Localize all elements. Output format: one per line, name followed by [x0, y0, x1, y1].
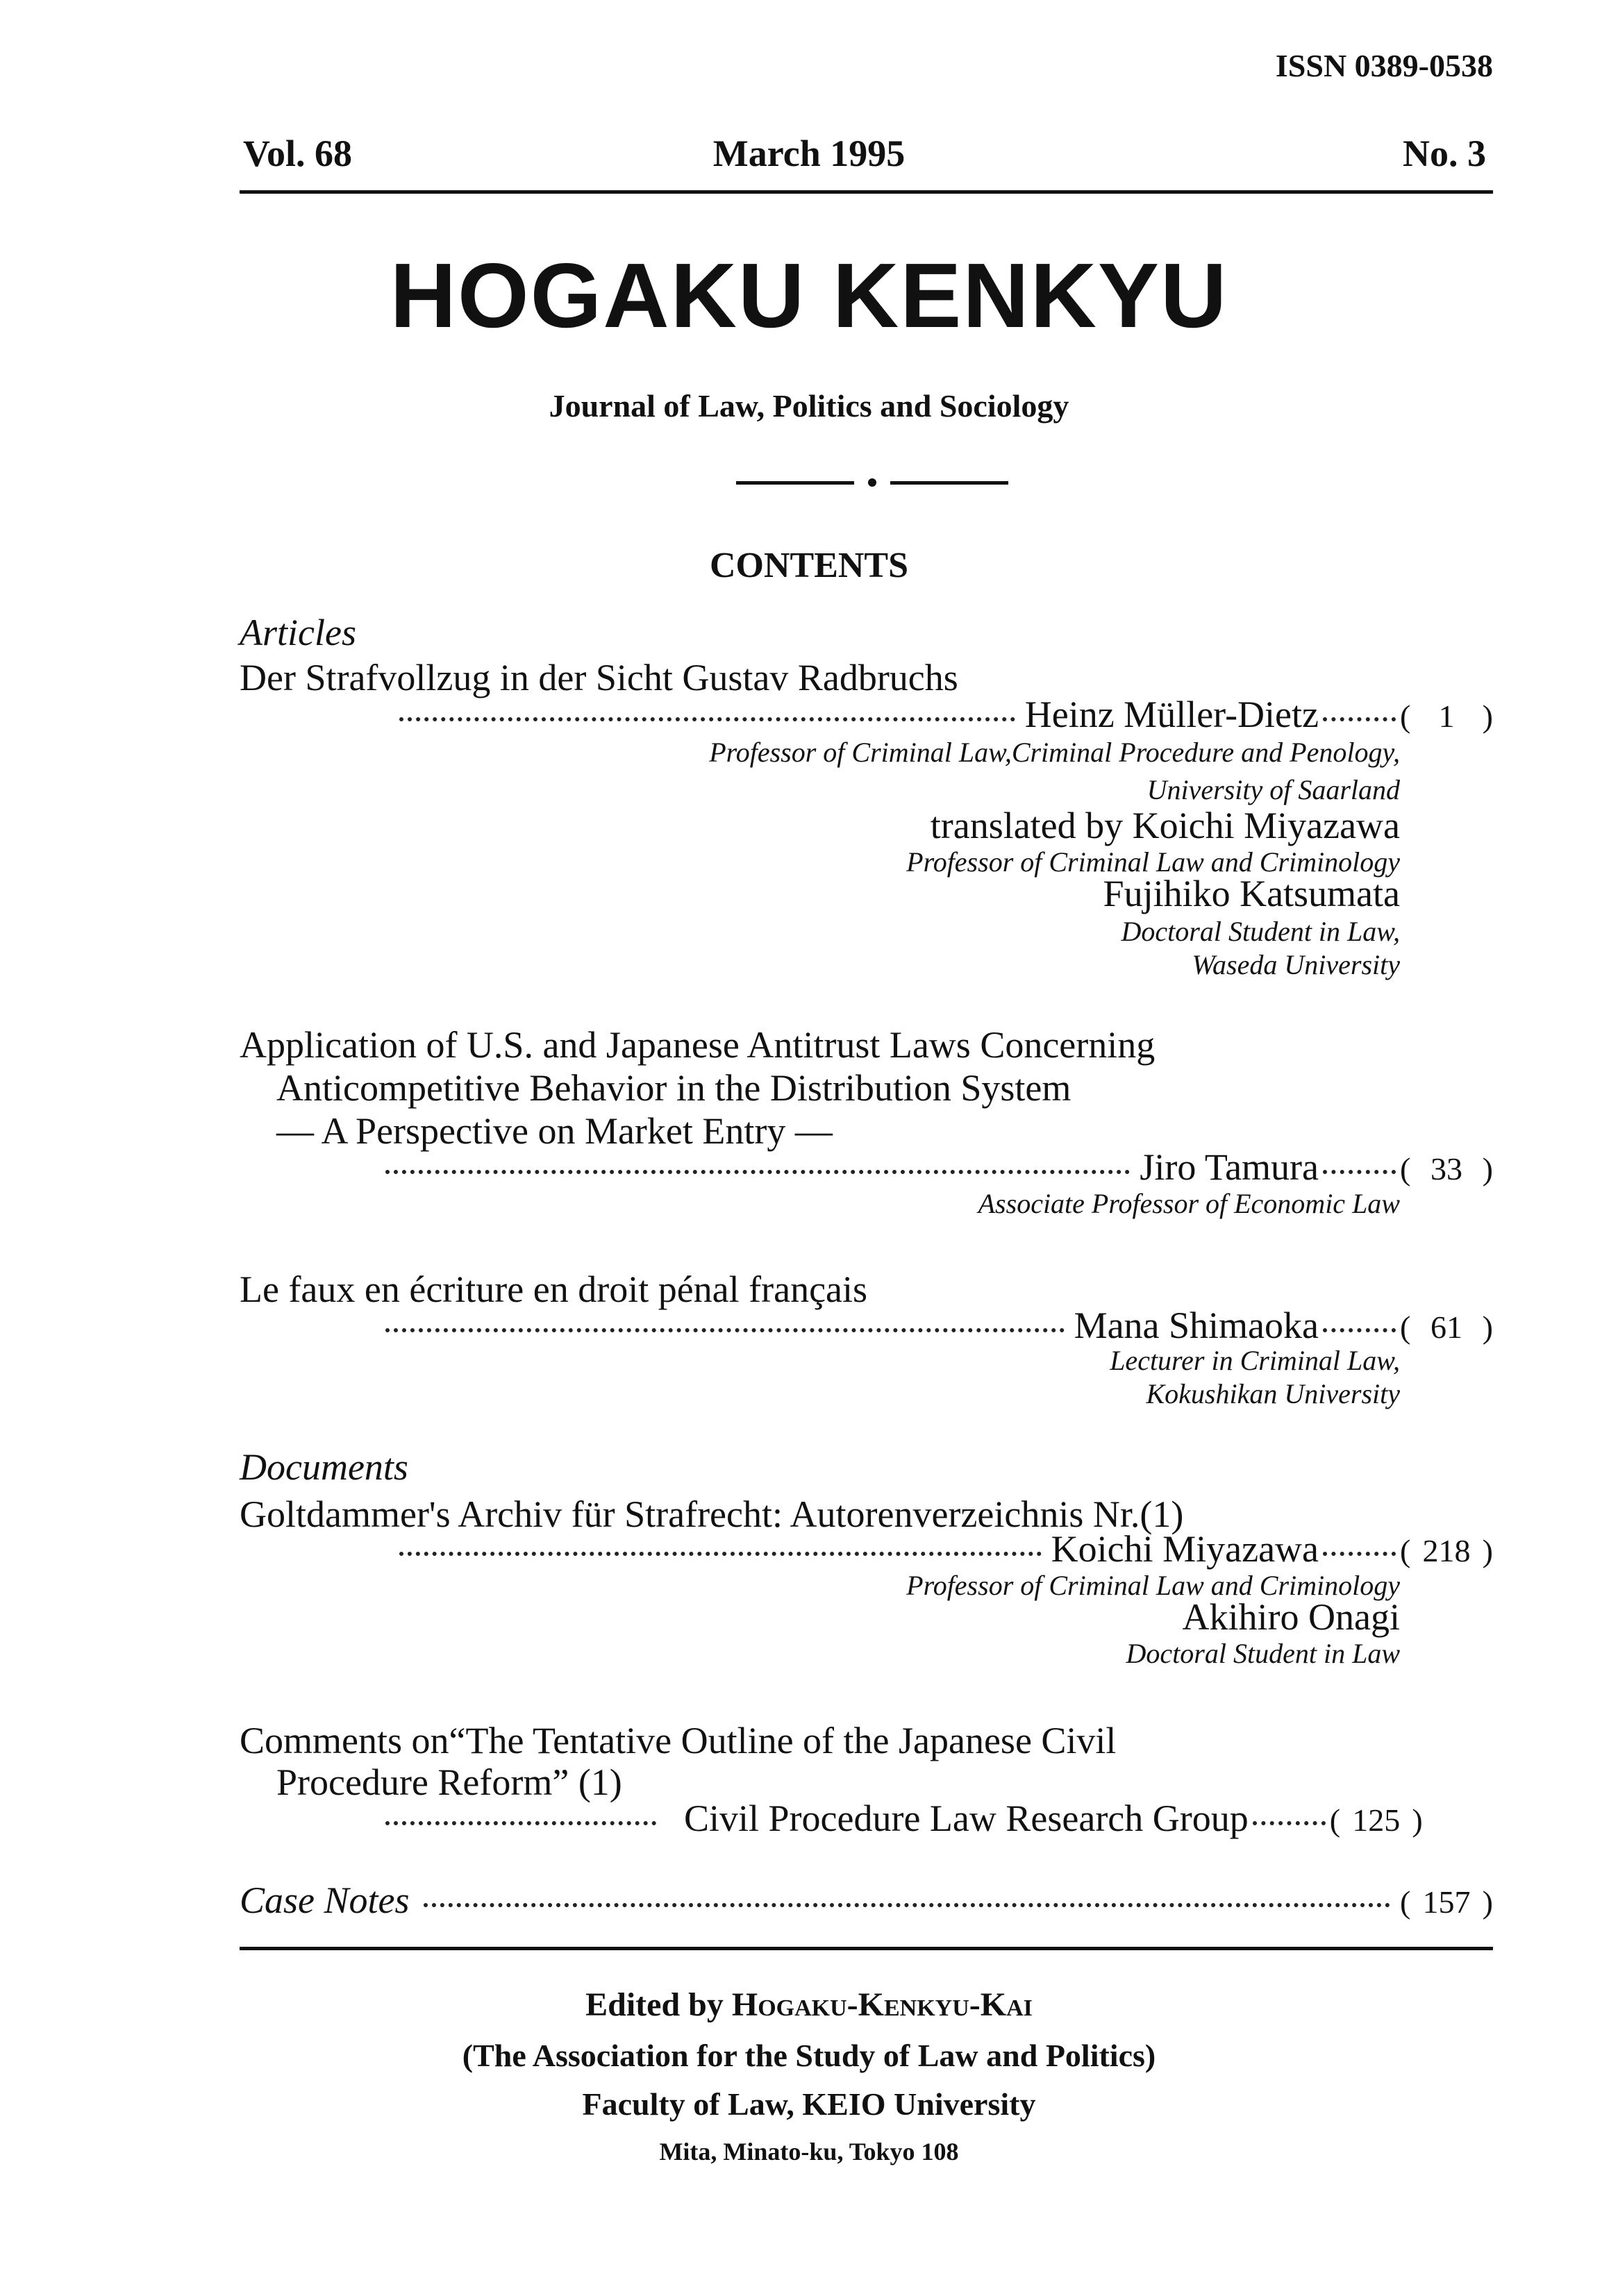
ornament-line-right [890, 481, 1008, 485]
dot-leader [385, 1170, 1130, 1174]
page-number: ( 61 ) [1400, 1309, 1493, 1345]
issn: ISSN 0389-0538 [1275, 48, 1493, 83]
translator: Fujihiko Katsumata [1103, 873, 1400, 914]
translator: translated by Koichi Miyazawa [930, 805, 1400, 846]
affiliation: Associate Professor of Economic Law [978, 1188, 1400, 1219]
author: Mana Shimaoka [1074, 1305, 1319, 1346]
toc-entry [399, 1527, 1493, 1570]
dot-leader [1323, 1552, 1396, 1556]
document-title: Comments on“The Tentative Outline of the Japanese Civil [240, 1720, 1117, 1761]
document-title: Procedure Reform” (1) [276, 1761, 622, 1803]
ornament-line-left [736, 481, 854, 485]
edited-by-label: Edited by [585, 1986, 724, 2023]
article-title: — A Perspective on Market Entry — [276, 1110, 833, 1152]
affiliation: Kokushikan University [1146, 1378, 1400, 1409]
affiliation: Doctoral Student in Law [1126, 1638, 1400, 1669]
page-number: ( 1 ) [1400, 698, 1493, 734]
author: Jiro Tamura [1140, 1146, 1319, 1188]
section-label-articles: Articles [240, 612, 356, 653]
article-title: Le faux en écriture en droit pénal français [240, 1268, 868, 1310]
affiliation: Waseda University [1192, 949, 1400, 980]
toc-entry [399, 693, 1493, 736]
affiliation: Professor of Criminal Law,Criminal Procedure and Penology, [709, 737, 1400, 768]
coauthor: Akihiro Onagi [1182, 1596, 1400, 1638]
dot-leader [399, 1552, 1042, 1556]
toc-entry [385, 1797, 1493, 1840]
page-number: ( 125 ) [1329, 1802, 1423, 1838]
section-label-documents: Documents [240, 1446, 408, 1488]
dot-leader [1323, 1170, 1396, 1174]
issue-number: No. 3 [1403, 133, 1486, 174]
page-number: ( 157 ) [1400, 1884, 1493, 1920]
affiliation: Professor of Criminal Law and Criminology [906, 846, 1400, 878]
document-title: Goltdammer's Archiv für Strafrecht: Autorenverzeichnis Nr.(1) [240, 1493, 1184, 1535]
volume: Vol. 68 [243, 133, 353, 174]
contents-heading: CONTENTS [709, 546, 909, 585]
affiliation: Doctoral Student in Law, [1121, 916, 1400, 947]
affiliation: University of Saarland [1146, 774, 1400, 805]
author: Heinz Müller-Dietz [1024, 694, 1319, 735]
affiliation: Professor of Criminal Law and Criminology [906, 1570, 1400, 1601]
faculty: Faculty of Law, KEIO University [582, 2086, 1036, 2122]
dot-leader [1323, 1328, 1396, 1332]
page-number: ( 218 ) [1400, 1533, 1493, 1568]
issue-date: March 1995 [712, 133, 906, 174]
journal-title: HOGAKU KENKYU [390, 244, 1228, 346]
author: Koichi Miyazawa [1051, 1528, 1319, 1570]
ornament-dot [868, 478, 876, 487]
dot-leader [385, 1821, 656, 1825]
dot-leader [399, 717, 1015, 721]
affiliation: Lecturer in Criminal Law, [1110, 1345, 1400, 1376]
edited-by-line [0, 1986, 1618, 2024]
toc-entry [385, 1304, 1493, 1347]
journal-subtitle: Journal of Law, Politics and Sociology [549, 388, 1069, 424]
dot-leader [424, 1903, 1390, 1907]
dot-leader [1323, 717, 1396, 721]
dot-leader [385, 1328, 1065, 1332]
case-notes-label: Case Notes [240, 1879, 410, 1921]
article-title: Application of U.S. and Japanese Antitrust Laws Concerning [240, 1024, 1156, 1066]
article-title: Der Strafvollzug in der Sicht Gustav Radbruchs [240, 657, 958, 698]
address: Mita, Minato-ku, Tokyo 108 [659, 2138, 959, 2165]
toc-entry [385, 1146, 1493, 1189]
editor-name: Hogaku-Kenkyu-Kai [731, 1986, 1033, 2023]
author: Civil Procedure Law Research Group [684, 1798, 1249, 1839]
header-rule [240, 190, 1493, 194]
article-title: Anticompetitive Behavior in the Distribution System [276, 1067, 1071, 1109]
toc-entry-case-notes [240, 1879, 1493, 1922]
dot-leader [1253, 1821, 1326, 1825]
page-number: ( 33 ) [1400, 1151, 1493, 1187]
association: (The Association for the Study of Law and Politics) [462, 2038, 1156, 2073]
footer-rule [240, 1947, 1493, 1950]
